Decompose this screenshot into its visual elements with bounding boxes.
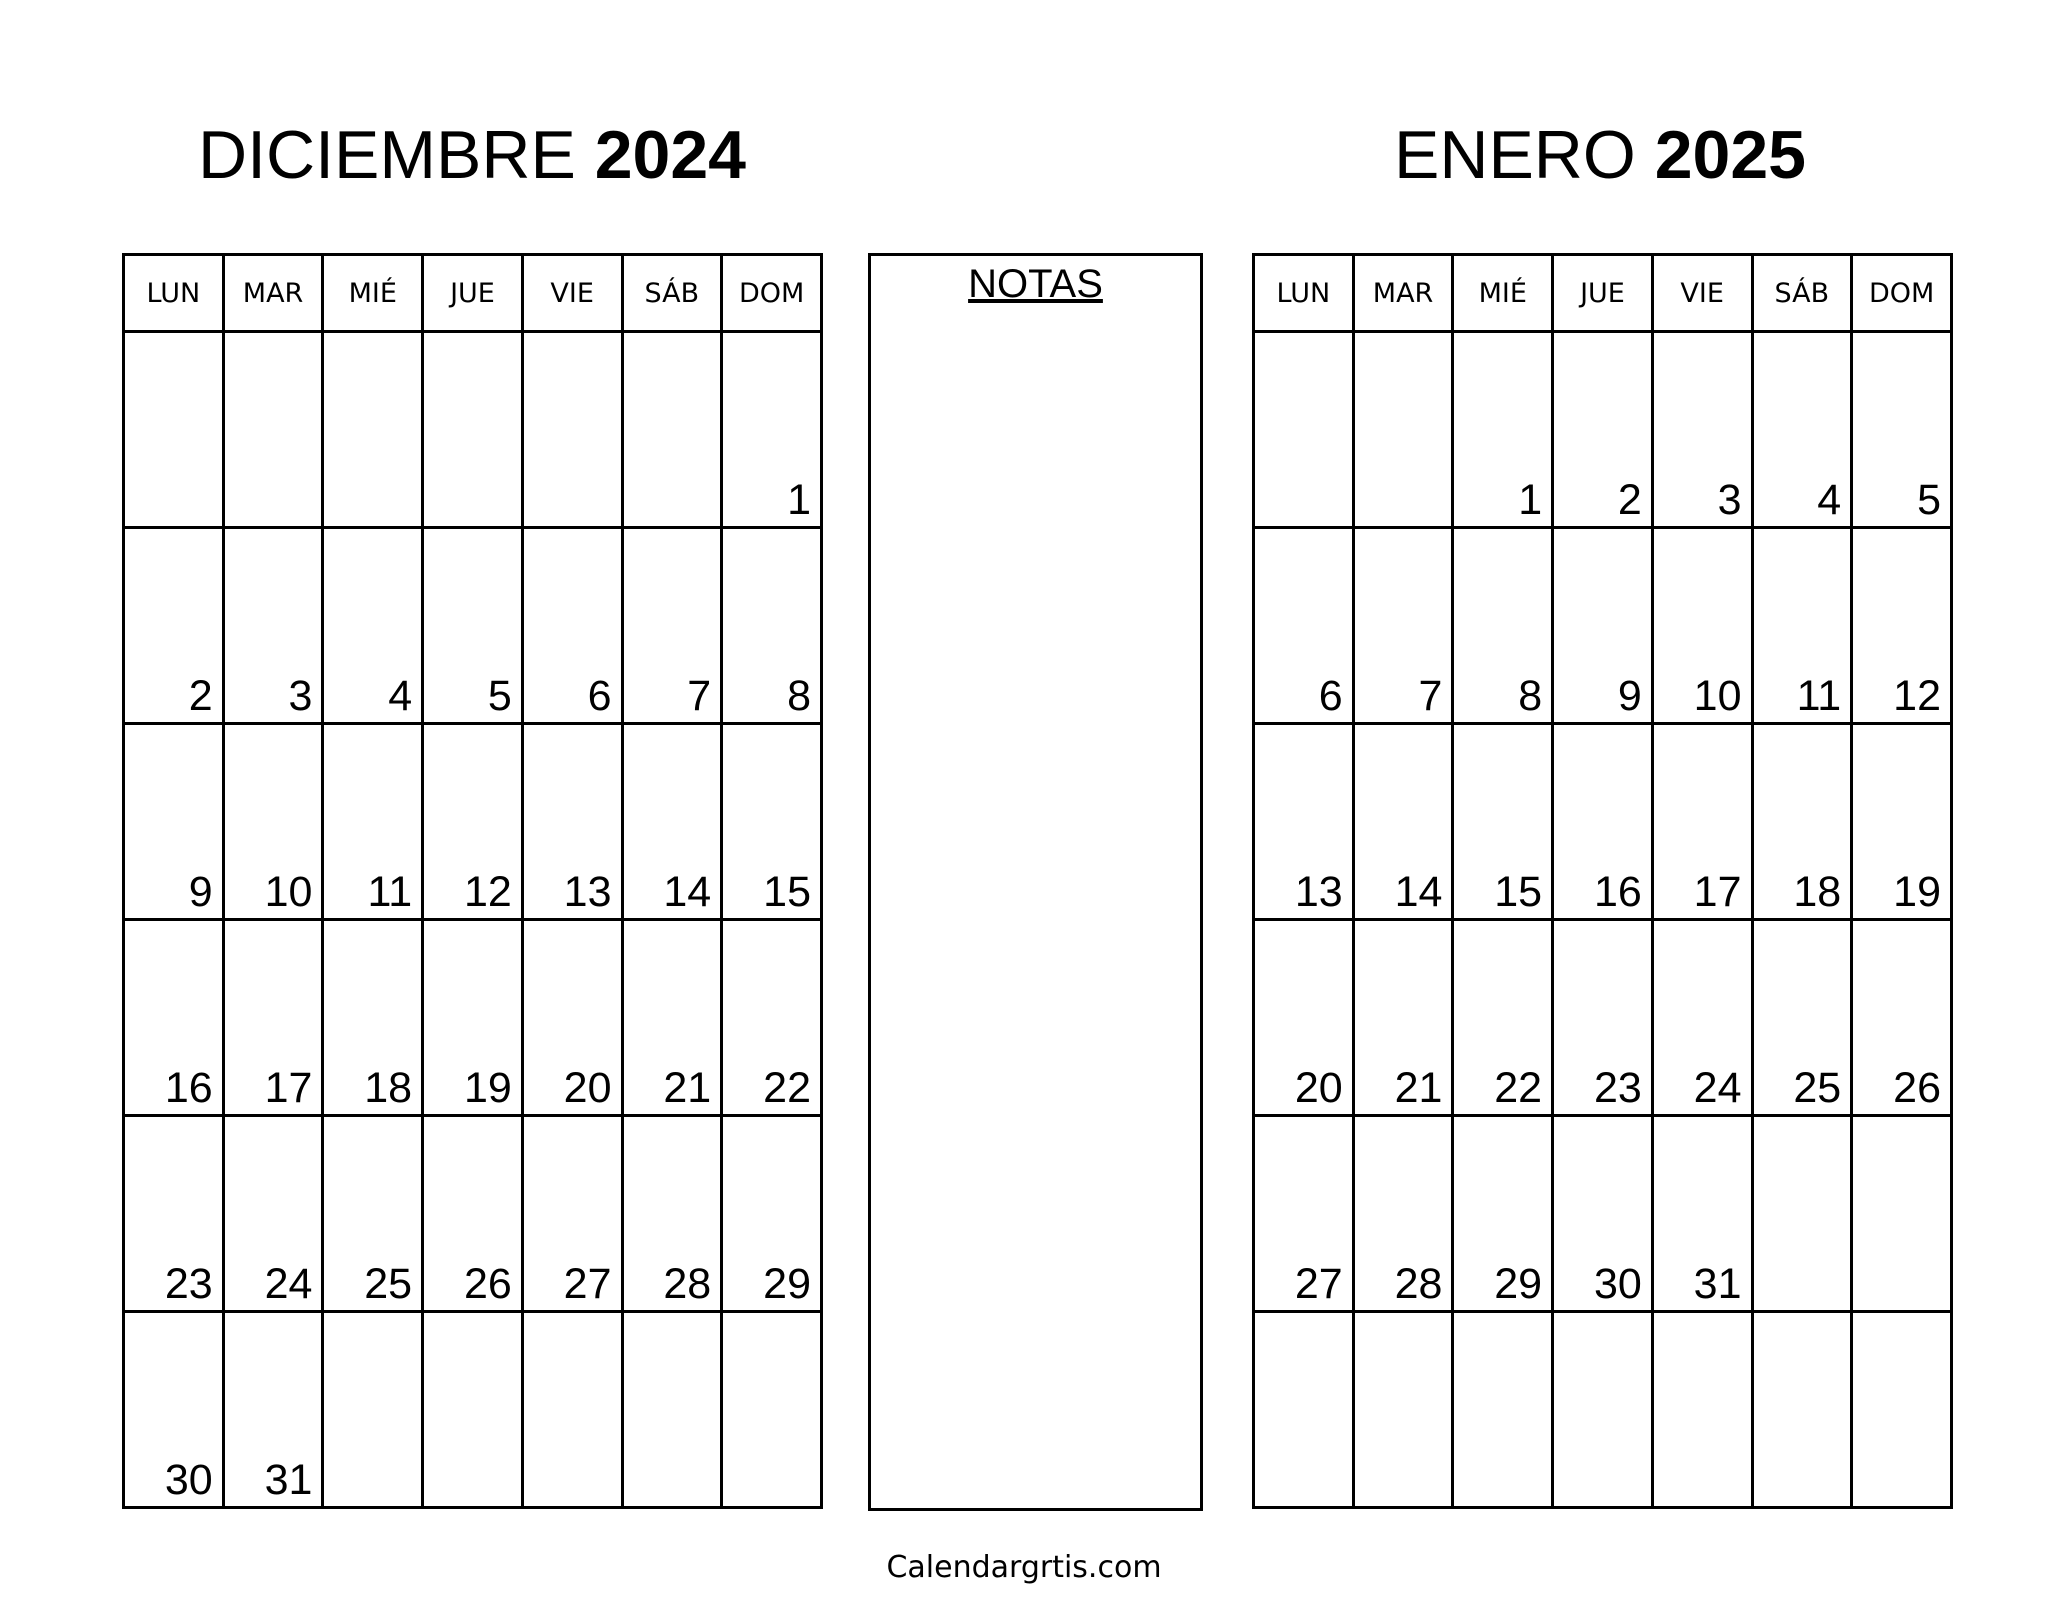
- day-number: 13: [563, 868, 612, 916]
- day-number: 22: [1494, 1064, 1543, 1112]
- day-number: [512, 1493, 521, 1495]
- day-number: 15: [1494, 868, 1543, 916]
- day-cell[interactable]: [1852, 1312, 1952, 1508]
- day-number: 19: [463, 1064, 512, 1112]
- day-cell[interactable]: [423, 920, 523, 1116]
- day-cell[interactable]: [223, 1312, 323, 1508]
- day-number: 30: [164, 1456, 213, 1504]
- day-number: 17: [264, 1064, 313, 1112]
- day-number: 14: [663, 868, 712, 916]
- day-number: [412, 1493, 421, 1495]
- day-cell[interactable]: [522, 528, 622, 724]
- day-number: 3: [1717, 476, 1742, 524]
- day-cell[interactable]: [423, 1116, 523, 1312]
- day-number: [213, 513, 222, 515]
- day-number: [1442, 1493, 1451, 1495]
- day-cell[interactable]: [323, 724, 423, 920]
- day-cell[interactable]: [1752, 332, 1852, 528]
- week-row: [1254, 332, 1952, 528]
- day-number: 23: [1593, 1064, 1642, 1112]
- day-number: [512, 513, 521, 515]
- day-cell[interactable]: [722, 920, 822, 1116]
- day-cell[interactable]: [1553, 332, 1653, 528]
- day-number: 24: [1693, 1064, 1742, 1112]
- day-number: 1: [1518, 476, 1543, 524]
- day-cell[interactable]: [323, 332, 423, 528]
- day-cell[interactable]: [1353, 724, 1453, 920]
- day-number: 1: [787, 476, 811, 524]
- day-number: [1941, 1493, 1950, 1495]
- day-cell[interactable]: [1752, 1116, 1852, 1312]
- day-number: 27: [1294, 1260, 1343, 1308]
- day-number: [612, 1493, 621, 1495]
- day-number: 9: [188, 868, 213, 916]
- weekday-header: VIE: [1652, 255, 1752, 332]
- day-number: 24: [264, 1260, 313, 1308]
- month-year: 2024: [594, 117, 746, 193]
- day-cell[interactable]: [1553, 1312, 1653, 1508]
- day-cell[interactable]: [1254, 724, 1354, 920]
- weekday-header: LUN: [124, 255, 224, 332]
- weekday-header: DOM: [722, 255, 822, 332]
- weekday-header: MIÉ: [323, 255, 423, 332]
- footer-website: Calendargrtis.com: [886, 1550, 1162, 1585]
- month-title-january: [1250, 110, 1950, 200]
- day-number: [612, 513, 621, 515]
- day-cell[interactable]: [1852, 920, 1952, 1116]
- day-number: 18: [364, 1064, 413, 1112]
- day-cell[interactable]: [522, 920, 622, 1116]
- day-number: [1343, 513, 1352, 515]
- day-number: 10: [1693, 672, 1742, 720]
- day-cell[interactable]: [323, 528, 423, 724]
- day-number: [1343, 1493, 1352, 1495]
- day-cell[interactable]: [1652, 724, 1752, 920]
- day-number: 31: [1693, 1260, 1742, 1308]
- day-number: 12: [1893, 672, 1941, 720]
- day-number: 26: [463, 1260, 512, 1308]
- day-cell[interactable]: [423, 332, 523, 528]
- day-cell[interactable]: [1752, 528, 1852, 724]
- day-number: 5: [1917, 476, 1941, 524]
- day-cell[interactable]: [522, 332, 622, 528]
- day-cell[interactable]: [124, 1312, 224, 1508]
- day-cell[interactable]: [124, 724, 224, 920]
- day-cell[interactable]: [1553, 724, 1653, 920]
- weekday-header: SÁB: [622, 255, 722, 332]
- day-number: [711, 1493, 720, 1495]
- day-number: 17: [1693, 868, 1742, 916]
- day-number: 2: [1617, 476, 1642, 524]
- day-number: 31: [264, 1456, 313, 1504]
- day-number: [1542, 1493, 1551, 1495]
- day-number: 6: [1318, 672, 1343, 720]
- day-number: 8: [1518, 672, 1543, 720]
- day-cell[interactable]: [622, 920, 722, 1116]
- week-row: [1254, 920, 1952, 1116]
- day-number: 11: [1796, 672, 1842, 720]
- day-cell[interactable]: [423, 724, 523, 920]
- day-cell[interactable]: [1852, 528, 1952, 724]
- day-cell[interactable]: [1652, 920, 1752, 1116]
- day-cell[interactable]: [124, 332, 224, 528]
- day-number: [1742, 1493, 1751, 1495]
- day-number: 30: [1593, 1260, 1642, 1308]
- day-number: 4: [388, 672, 413, 720]
- day-number: 12: [463, 868, 512, 916]
- day-number: 20: [1294, 1064, 1343, 1112]
- day-number: 21: [1394, 1064, 1443, 1112]
- calendar-grid-january: [1252, 253, 1953, 1511]
- day-cell[interactable]: [1553, 1116, 1653, 1312]
- day-cell[interactable]: [1752, 1312, 1852, 1508]
- day-cell[interactable]: [1453, 1116, 1553, 1312]
- day-cell[interactable]: [622, 1116, 722, 1312]
- day-cell[interactable]: [1652, 528, 1752, 724]
- day-cell[interactable]: [1254, 332, 1354, 528]
- day-number: 16: [1593, 868, 1642, 916]
- day-cell[interactable]: [1353, 528, 1453, 724]
- day-cell[interactable]: [223, 1116, 323, 1312]
- month-name: DICIEMBRE: [197, 117, 576, 193]
- day-cell[interactable]: [323, 920, 423, 1116]
- day-number: 2: [188, 672, 213, 720]
- day-number: [811, 1493, 820, 1495]
- week-row: [1254, 724, 1952, 920]
- day-number: 14: [1394, 868, 1443, 916]
- calendar-grid-december: [122, 253, 823, 1511]
- day-cell[interactable]: [1852, 724, 1952, 920]
- day-cell[interactable]: [1254, 920, 1354, 1116]
- day-number: [1841, 1297, 1850, 1299]
- weekday-header: VIE: [522, 255, 622, 332]
- day-number: 27: [563, 1260, 612, 1308]
- day-number: 25: [364, 1260, 413, 1308]
- day-number: 6: [587, 672, 612, 720]
- day-cell[interactable]: [622, 332, 722, 528]
- day-number: [312, 513, 321, 515]
- day-cell[interactable]: [1852, 332, 1952, 528]
- calendar-table: [122, 253, 823, 1509]
- day-number: [1642, 1493, 1651, 1495]
- day-number: 7: [1418, 672, 1443, 720]
- week-row: [124, 724, 822, 920]
- day-number: [1442, 513, 1451, 515]
- day-cell[interactable]: [1254, 528, 1354, 724]
- day-number: 15: [763, 868, 811, 916]
- day-number: [412, 513, 421, 515]
- weekday-header: MAR: [1353, 255, 1453, 332]
- day-cell[interactable]: [223, 528, 323, 724]
- day-cell[interactable]: [622, 724, 722, 920]
- day-cell[interactable]: [1453, 528, 1553, 724]
- weekday-header: JUE: [1553, 255, 1653, 332]
- day-number: 8: [787, 672, 811, 720]
- weekday-header: MIÉ: [1453, 255, 1553, 332]
- month-name: ENERO: [1393, 117, 1636, 193]
- day-number: 29: [763, 1260, 811, 1308]
- day-number: 23: [164, 1260, 213, 1308]
- week-row: [1254, 1116, 1952, 1312]
- day-number: 18: [1793, 868, 1842, 916]
- weekday-header: MAR: [223, 255, 323, 332]
- day-cell[interactable]: [1852, 1116, 1952, 1312]
- day-cell[interactable]: [1453, 1312, 1553, 1508]
- day-number: 7: [687, 672, 712, 720]
- day-cell[interactable]: [323, 1312, 423, 1508]
- day-cell[interactable]: [1254, 1116, 1354, 1312]
- week-row: [124, 1312, 822, 1508]
- weekday-header: DOM: [1852, 255, 1952, 332]
- day-cell[interactable]: [423, 528, 523, 724]
- day-number: 4: [1817, 476, 1842, 524]
- day-number: 11: [367, 868, 413, 916]
- day-number: [711, 513, 720, 515]
- weekday-header: SÁB: [1752, 255, 1852, 332]
- week-row: [124, 528, 822, 724]
- day-cell[interactable]: [722, 1312, 822, 1508]
- day-number: 9: [1617, 672, 1642, 720]
- day-cell[interactable]: [522, 1116, 622, 1312]
- day-number: 28: [1394, 1260, 1443, 1308]
- notes-box[interactable]: [868, 253, 1203, 1511]
- day-cell[interactable]: [622, 528, 722, 724]
- day-cell[interactable]: [223, 920, 323, 1116]
- day-number: 20: [563, 1064, 612, 1112]
- day-number: [1841, 1493, 1850, 1495]
- day-cell[interactable]: [1652, 1312, 1752, 1508]
- day-number: 3: [288, 672, 313, 720]
- day-number: 21: [663, 1064, 712, 1112]
- day-number: 16: [164, 1064, 213, 1112]
- day-number: 5: [487, 672, 512, 720]
- day-cell[interactable]: [1353, 332, 1453, 528]
- day-cell[interactable]: [1254, 1312, 1354, 1508]
- day-cell[interactable]: [522, 1312, 622, 1508]
- day-cell[interactable]: [722, 528, 822, 724]
- day-cell[interactable]: [423, 1312, 523, 1508]
- day-cell[interactable]: [1652, 1116, 1752, 1312]
- weekday-header: LUN: [1254, 255, 1354, 332]
- day-number: 28: [663, 1260, 712, 1308]
- week-row: [1254, 528, 1952, 724]
- day-cell[interactable]: [1453, 724, 1553, 920]
- day-cell[interactable]: [124, 528, 224, 724]
- day-cell[interactable]: [124, 920, 224, 1116]
- day-cell[interactable]: [1353, 920, 1453, 1116]
- day-number: 26: [1893, 1064, 1941, 1112]
- calendar-table: [1252, 253, 1953, 1509]
- day-number: 10: [264, 868, 313, 916]
- week-row: [1254, 1312, 1952, 1508]
- day-cell[interactable]: [223, 332, 323, 528]
- day-cell[interactable]: [522, 724, 622, 920]
- day-number: 19: [1893, 868, 1941, 916]
- day-cell[interactable]: [1553, 920, 1653, 1116]
- day-cell[interactable]: [722, 724, 822, 920]
- day-cell[interactable]: [622, 1312, 722, 1508]
- day-cell[interactable]: [1453, 332, 1553, 528]
- day-cell[interactable]: [1553, 528, 1653, 724]
- day-cell[interactable]: [722, 332, 822, 528]
- weekday-header-row: [124, 255, 822, 332]
- day-cell[interactable]: [1652, 332, 1752, 528]
- day-cell[interactable]: [1353, 1116, 1453, 1312]
- day-number: 25: [1793, 1064, 1842, 1112]
- day-number: 13: [1294, 868, 1343, 916]
- day-cell[interactable]: [1453, 920, 1553, 1116]
- day-cell[interactable]: [323, 1116, 423, 1312]
- day-number: 22: [763, 1064, 811, 1112]
- month-title-december: [122, 110, 822, 200]
- day-cell[interactable]: [223, 724, 323, 920]
- week-row: [124, 920, 822, 1116]
- day-cell[interactable]: [1752, 724, 1852, 920]
- day-number: 29: [1494, 1260, 1543, 1308]
- notes-title: NOTAS: [968, 262, 1103, 306]
- month-year: 2025: [1654, 117, 1806, 193]
- week-row: [124, 332, 822, 528]
- week-row: [124, 1116, 822, 1312]
- day-cell[interactable]: [124, 1116, 224, 1312]
- day-cell[interactable]: [1752, 920, 1852, 1116]
- weekday-header: JUE: [423, 255, 523, 332]
- day-cell[interactable]: [1353, 1312, 1453, 1508]
- day-cell[interactable]: [722, 1116, 822, 1312]
- weekday-header-row: [1254, 255, 1952, 332]
- day-number: [1941, 1297, 1950, 1299]
